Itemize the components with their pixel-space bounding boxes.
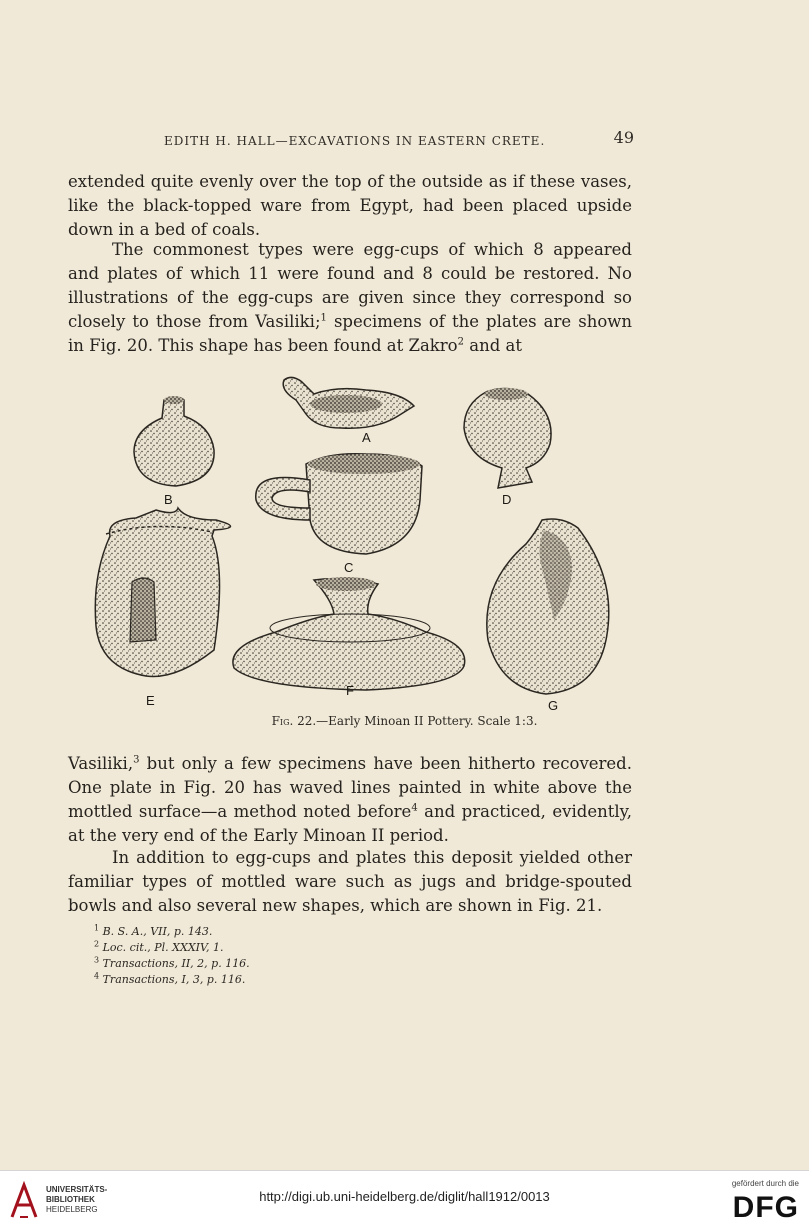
vessel-g: [487, 519, 609, 694]
pottery-figure: [66, 370, 636, 710]
funded-by-text: gefördert durch die: [731, 1179, 799, 1188]
footnote: [94, 956, 250, 971]
library-name: UNIVERSITÄTS- BIBLIOTHEK HEIDELBERG: [46, 1185, 108, 1214]
footnote-mark: 2: [94, 939, 100, 949]
footnote-ref-3: 3: [133, 754, 140, 766]
footnote-mark: 3: [94, 955, 100, 965]
viewer-footer: [0, 1170, 809, 1230]
paragraph-3-text-a: Vasiliki,: [68, 754, 134, 773]
paragraph-2: [68, 238, 632, 358]
caption-text: —Early Minoan II Pottery. Scale 1:3.: [316, 714, 538, 728]
paragraph-3-text-c: and practiced, evidently, at the very end of the Early Minoan II period.: [68, 802, 633, 845]
caption-fig-number: Fig. 22.: [271, 714, 317, 728]
label-b: B: [164, 492, 173, 507]
footnote-text: Transactions, I, 3, p. 116.: [102, 973, 246, 986]
footnote-mark: 4: [94, 971, 100, 981]
paragraph-1: extended quite evenly over the top of the outside as if these vases, like the black-topped ware from Egypt, had been placed upside down in a bed of coals.: [68, 172, 632, 239]
footnote: [94, 924, 212, 939]
paragraph-2-text-c: and at: [464, 336, 522, 355]
paragraph-4: In addition to egg-cups and plates this deposit yielded other familiar types of mottled ware such as jugs and bridge-spouted bowls and also several new shapes, which are shown in Fig. 21.: [68, 848, 632, 915]
running-title: EDITH H. HALL—EXCAVATIONS IN EASTERN CRETE.: [164, 134, 546, 148]
label-c: C: [344, 560, 354, 575]
footnote-text: B. S. A., VII, p. 143.: [102, 925, 213, 938]
footnote-ref-4: 4: [411, 802, 418, 814]
vessel-e: [95, 508, 230, 676]
paragraph-3: [68, 752, 632, 848]
paragraph-3-text-b: but only a few specimens have been hitherto recovered. One plate in Fig. 20 has waved lines painted in white above the mottled surface—a method noted before: [68, 754, 632, 821]
footnote-text: Transactions, II, 2, p. 116.: [102, 957, 250, 970]
vessel-b: [134, 396, 214, 486]
footnote: [94, 972, 245, 987]
vessel-c: [256, 454, 422, 554]
footnote: [94, 940, 224, 955]
label-d: D: [502, 492, 512, 507]
vessel-f: [233, 577, 465, 690]
footnote-ref-2: 2: [457, 336, 464, 348]
label-f: F: [346, 683, 354, 698]
vessel-d: [464, 388, 551, 488]
paragraph-2-text-b: specimens of the plates are shown in Fig. 20. This shape has been found at Zakro: [68, 312, 633, 355]
vessel-a: [283, 377, 414, 428]
label-g: G: [548, 698, 559, 710]
dfg-logo: DFG: [732, 1191, 799, 1224]
permalink-url[interactable]: http://digi.ub.uni-heidelberg.de/diglit/hall1912/0013: [259, 1189, 550, 1204]
label-e: E: [146, 693, 155, 708]
figure-caption: [0, 714, 809, 728]
footnote-mark: 1: [94, 923, 100, 933]
page-number: 49: [613, 128, 634, 147]
footnote-text: Loc. cit., Pl. XXXIV, 1.: [102, 941, 224, 954]
paragraph-2-text-a: The commonest types were egg-cups of which 8 appeared and plates of which 11 were found and 8 could be restored. No illustrations of the egg-cups are given since they correspond so closely to those from Vasiliki;: [68, 240, 632, 331]
label-a: A: [362, 430, 371, 445]
footnote-ref-1: 1: [320, 312, 327, 324]
